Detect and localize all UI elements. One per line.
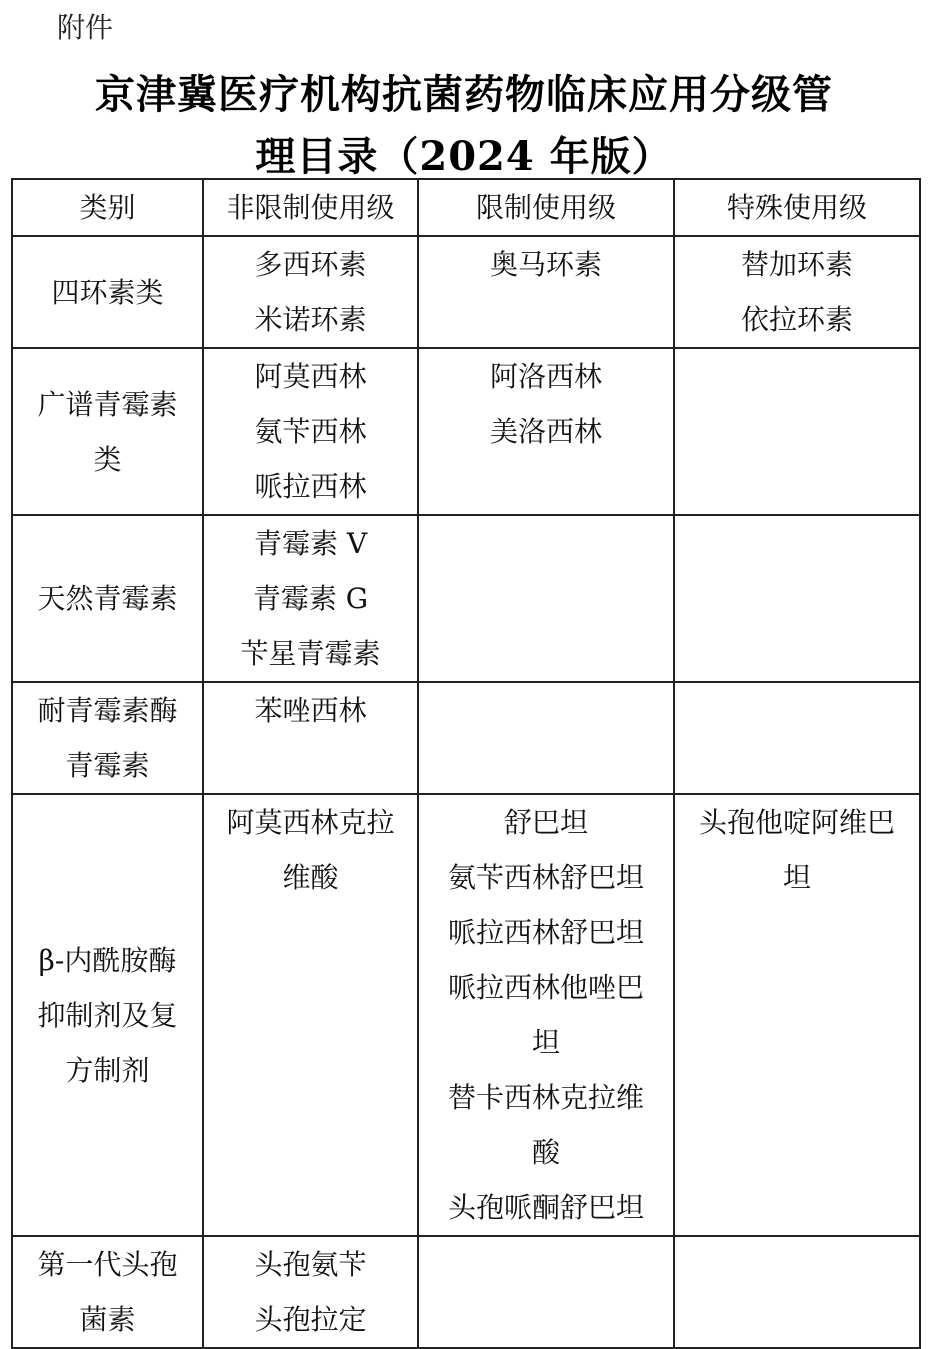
restricted-text-line: 哌拉西林舒巴坦 xyxy=(447,916,644,949)
unrestricted-text-line: 青霉素 V xyxy=(253,527,368,560)
restricted-text-line: 氨苄西林舒巴坦 xyxy=(447,861,644,894)
category-text-line: 类 xyxy=(93,442,122,476)
restricted-text-line: 替卡西林克拉维 xyxy=(447,1081,644,1114)
special-text-line: 依拉环素 xyxy=(740,303,853,336)
table-header-row xyxy=(12,179,920,236)
table-row xyxy=(12,236,920,348)
header-unrestricted: 非限制使用级 xyxy=(203,179,418,236)
table-row xyxy=(12,794,920,1236)
unrestricted-text-line: 青霉素 G xyxy=(252,582,369,615)
restricted-text-line: 奥马环素 xyxy=(489,248,602,281)
restricted-text-line: 美洛西林 xyxy=(489,415,602,448)
cell-category xyxy=(12,348,203,515)
cell-special xyxy=(674,1236,920,1348)
cell-unrestricted xyxy=(203,1236,418,1348)
header-restricted: 限制使用级 xyxy=(418,179,674,236)
unrestricted-text-line: 多西环素 xyxy=(254,248,367,281)
cell-category xyxy=(12,794,203,1236)
restricted-text-line: 哌拉西林他唑巴 xyxy=(447,971,644,1004)
special-text-line: 头孢他啶阿维巴 xyxy=(698,806,895,839)
special-text-line: 坦 xyxy=(782,861,811,894)
cell-unrestricted xyxy=(203,348,418,515)
table-row xyxy=(12,682,920,794)
cell-restricted xyxy=(418,515,674,682)
category-text-line: 耐青霉素酶 xyxy=(37,694,178,727)
category-text-line: 青霉素 xyxy=(65,749,150,782)
category-text-line: β-内酰胺酶 xyxy=(38,943,177,977)
category-text-line: 四环素类 xyxy=(51,275,164,309)
cell-restricted xyxy=(418,682,674,794)
unrestricted-text-line: 头孢氨苄 xyxy=(254,1248,367,1281)
table-row xyxy=(12,1236,920,1348)
cell-unrestricted xyxy=(203,682,418,794)
unrestricted-text-line: 哌拉西林 xyxy=(254,470,367,503)
unrestricted-text-line: 米诺环素 xyxy=(254,303,367,336)
cell-unrestricted xyxy=(203,794,418,1236)
table-row xyxy=(12,515,920,682)
attachment-label: 附件 xyxy=(57,11,114,44)
category-text-line: 广谱青霉素 xyxy=(37,387,178,421)
unrestricted-text-line: 阿莫西林 xyxy=(254,360,367,393)
cell-unrestricted xyxy=(203,236,418,348)
cell-special xyxy=(674,682,920,794)
cell-restricted xyxy=(418,348,674,515)
header-category: 类别 xyxy=(12,179,203,236)
cell-special xyxy=(674,348,920,515)
unrestricted-text-line: 维酸 xyxy=(282,861,339,894)
category-text-line: 抑制剂及复 xyxy=(37,998,178,1032)
cell-restricted xyxy=(418,236,674,348)
header-special: 特殊使用级 xyxy=(674,179,920,236)
restricted-text-line: 阿洛西林 xyxy=(489,360,602,393)
cell-category xyxy=(12,236,203,348)
unrestricted-text-line: 苯唑西林 xyxy=(254,694,367,727)
antibiotic-classification-table xyxy=(11,178,921,1349)
document-title-line-1: 京津冀医疗机构抗菌药物临床应用分级管 xyxy=(95,71,833,118)
cell-unrestricted xyxy=(203,515,418,682)
cell-special xyxy=(674,794,920,1236)
unrestricted-text-line: 头孢拉定 xyxy=(254,1303,367,1336)
document-title-line-2: 理目录（2024 年版） xyxy=(255,133,673,180)
unrestricted-text-line: 氨苄西林 xyxy=(254,415,367,448)
restricted-text-line: 酸 xyxy=(531,1136,560,1169)
unrestricted-text-line: 阿莫西林克拉 xyxy=(226,806,395,839)
table-row xyxy=(12,348,920,515)
special-text-line: 替加环素 xyxy=(740,248,853,281)
cell-special xyxy=(674,515,920,682)
restricted-text-line: 舒巴坦 xyxy=(503,806,588,839)
category-text-line: 天然青霉素 xyxy=(37,582,178,615)
category-text-line: 菌素 xyxy=(79,1303,136,1336)
cell-restricted xyxy=(418,1236,674,1348)
cell-restricted xyxy=(418,794,674,1236)
category-text-line: 第一代头孢 xyxy=(37,1248,178,1281)
restricted-text-line: 坦 xyxy=(531,1026,560,1059)
restricted-text-line: 头孢哌酮舒巴坦 xyxy=(447,1191,644,1224)
cell-special xyxy=(674,236,920,348)
category-text-line: 方制剂 xyxy=(65,1053,150,1087)
cell-category xyxy=(12,1236,203,1348)
cell-category xyxy=(12,515,203,682)
unrestricted-text-line: 苄星青霉素 xyxy=(240,637,381,670)
cell-category xyxy=(12,682,203,794)
